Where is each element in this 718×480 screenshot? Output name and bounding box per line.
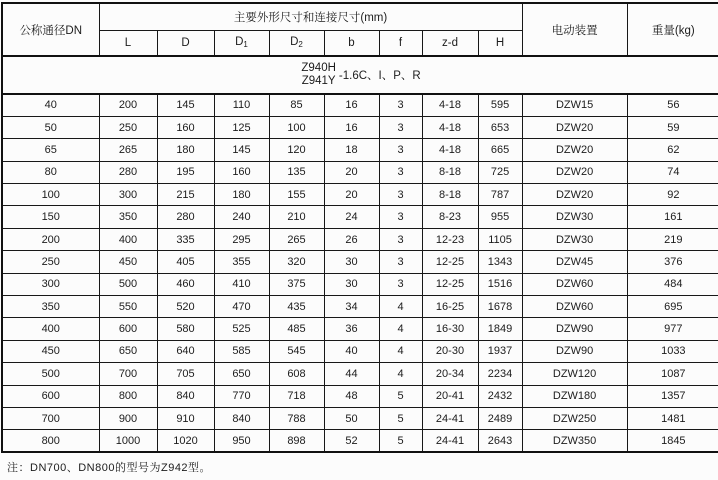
table-cell: 770 xyxy=(214,385,269,407)
table-row xyxy=(2,430,718,452)
table-cell: 4-18 xyxy=(422,94,478,116)
table-cell: 1020 xyxy=(157,430,214,452)
table-cell: 840 xyxy=(157,385,214,407)
table-cell: DZW20 xyxy=(522,184,627,206)
table-cell: DZW60 xyxy=(522,296,627,318)
table-cell: 1516 xyxy=(478,273,522,295)
dn-cell: 40 xyxy=(2,94,99,116)
table-cell: 160 xyxy=(157,116,214,138)
table-cell: 59 xyxy=(627,116,718,138)
table-cell: 977 xyxy=(627,318,718,340)
table-cell: 280 xyxy=(157,206,214,228)
table-cell: DZW180 xyxy=(522,385,627,407)
table-cell: 700 xyxy=(99,363,157,385)
table-cell: 4 xyxy=(379,340,422,362)
dn-cell: 400 xyxy=(2,318,99,340)
dn-cell: 100 xyxy=(2,184,99,206)
table-cell: 787 xyxy=(478,184,522,206)
table-cell: 265 xyxy=(269,228,324,250)
table-row xyxy=(2,94,718,116)
table-cell: 520 xyxy=(157,296,214,318)
table-cell: 62 xyxy=(627,139,718,161)
table-cell: 608 xyxy=(269,363,324,385)
table-cell: 585 xyxy=(214,340,269,362)
table-cell: 56 xyxy=(627,94,718,116)
table-cell: DZW90 xyxy=(522,318,627,340)
table-cell: 4 xyxy=(379,318,422,340)
table-cell: 580 xyxy=(157,318,214,340)
table-cell: DZW30 xyxy=(522,228,627,250)
table-cell: 3 xyxy=(379,184,422,206)
column-header-f: f xyxy=(379,30,422,56)
table-cell: 718 xyxy=(269,385,324,407)
table-cell: 52 xyxy=(324,430,379,452)
dn-cell: 450 xyxy=(2,340,99,362)
table-cell: 955 xyxy=(478,206,522,228)
table-cell: DZW90 xyxy=(522,340,627,362)
table-cell: 450 xyxy=(99,251,157,273)
table-cell: 12-25 xyxy=(422,273,478,295)
table-cell: 180 xyxy=(157,139,214,161)
table-cell: 653 xyxy=(478,116,522,138)
table-cell: 950 xyxy=(214,430,269,452)
table-cell: 650 xyxy=(99,340,157,362)
table-cell: 180 xyxy=(214,184,269,206)
table-row xyxy=(2,251,718,273)
table-cell: 375 xyxy=(269,273,324,295)
table-cell: 1481 xyxy=(627,407,718,429)
table-cell: 2432 xyxy=(478,385,522,407)
table-cell: 898 xyxy=(269,430,324,452)
table-body xyxy=(2,94,718,452)
dn-cell: 150 xyxy=(2,206,99,228)
table-cell: 1845 xyxy=(627,430,718,452)
table-cell: 240 xyxy=(214,206,269,228)
table-cell: 788 xyxy=(269,407,324,429)
table-cell: 1343 xyxy=(478,251,522,273)
table-cell: 405 xyxy=(157,251,214,273)
table-cell: 840 xyxy=(214,407,269,429)
table-cell: 30 xyxy=(324,251,379,273)
table-cell: DZW20 xyxy=(522,116,627,138)
column-header-dn: 公称通径DN xyxy=(2,3,99,56)
table-cell: DZW30 xyxy=(522,206,627,228)
dn-cell: 700 xyxy=(2,407,99,429)
table-cell: DZW60 xyxy=(522,273,627,295)
table-cell: 195 xyxy=(157,161,214,183)
table-cell: 705 xyxy=(157,363,214,385)
table-cell: DZW20 xyxy=(522,161,627,183)
table-row xyxy=(2,273,718,295)
table-cell: 20 xyxy=(324,161,379,183)
table-cell: 550 xyxy=(99,296,157,318)
table-cell: 100 xyxy=(269,116,324,138)
table-cell: 1087 xyxy=(627,363,718,385)
dn-cell: 350 xyxy=(2,296,99,318)
table-cell: 1678 xyxy=(478,296,522,318)
table-cell: DZW350 xyxy=(522,430,627,452)
table-cell: 215 xyxy=(157,184,214,206)
table-cell: 2234 xyxy=(478,363,522,385)
column-header-d1: $D_1$ xyxy=(214,30,269,56)
table-cell: 2489 xyxy=(478,407,522,429)
table-cell: 1033 xyxy=(627,340,718,362)
table-cell: 160 xyxy=(214,161,269,183)
column-header-d: D xyxy=(157,30,214,56)
table-cell: 20-41 xyxy=(422,385,478,407)
column-header-z-d: z-d xyxy=(422,30,478,56)
table-row xyxy=(2,206,718,228)
table-cell: 725 xyxy=(478,161,522,183)
model-suffix: -1.6C、I、P、R xyxy=(338,70,421,82)
table-cell: 135 xyxy=(269,161,324,183)
table-cell: 8-18 xyxy=(422,161,478,183)
table-cell: 900 xyxy=(99,407,157,429)
table-cell: DZW120 xyxy=(522,363,627,385)
column-header-electric-device: 电动装置 xyxy=(522,3,627,56)
table-cell: 24-41 xyxy=(422,430,478,452)
table-cell: 525 xyxy=(214,318,269,340)
table-cell: 20-34 xyxy=(422,363,478,385)
table-cell: 24 xyxy=(324,206,379,228)
table-cell: 12-25 xyxy=(422,251,478,273)
table-cell: 4 xyxy=(379,363,422,385)
table-cell: 36 xyxy=(324,318,379,340)
table-cell: 695 xyxy=(627,296,718,318)
table-row xyxy=(2,363,718,385)
table-cell: 4-18 xyxy=(422,116,478,138)
table-row xyxy=(2,318,718,340)
table-cell: 1937 xyxy=(478,340,522,362)
footnote: 注：DN700、DN800的型号为Z942型。 xyxy=(7,462,212,475)
table-cell: 145 xyxy=(157,94,214,116)
dn-cell: 250 xyxy=(2,251,99,273)
table-cell: 470 xyxy=(214,296,269,318)
table-cell: 44 xyxy=(324,363,379,385)
table-cell: 3 xyxy=(379,94,422,116)
model-designation-cell xyxy=(2,56,718,94)
table-cell: 3 xyxy=(379,116,422,138)
table-cell: DZW15 xyxy=(522,94,627,116)
table-cell: 335 xyxy=(157,228,214,250)
table-cell: 3 xyxy=(379,139,422,161)
dn-cell: 65 xyxy=(2,139,99,161)
dn-cell: 500 xyxy=(2,363,99,385)
column-header-b: b xyxy=(324,30,379,56)
table-row xyxy=(2,161,718,183)
table-cell: 250 xyxy=(99,116,157,138)
table-cell: 500 xyxy=(99,273,157,295)
table-cell: 155 xyxy=(269,184,324,206)
dn-cell: 50 xyxy=(2,116,99,138)
table-cell: 595 xyxy=(478,94,522,116)
table-cell: 18 xyxy=(324,139,379,161)
table-cell: 8-18 xyxy=(422,184,478,206)
table-cell: 3 xyxy=(379,251,422,273)
dn-cell: 200 xyxy=(2,228,99,250)
table-cell: 376 xyxy=(627,251,718,273)
table-row xyxy=(2,228,718,250)
table-cell: 50 xyxy=(324,407,379,429)
table-cell: 12-23 xyxy=(422,228,478,250)
column-header-weight: 重量(kg) xyxy=(627,3,718,56)
model-code-bottom: Z941Y xyxy=(301,75,336,87)
table-cell: 3 xyxy=(379,206,422,228)
table-cell: 48 xyxy=(324,385,379,407)
table-cell: 3 xyxy=(379,161,422,183)
table-cell: 295 xyxy=(214,228,269,250)
table-row xyxy=(2,385,718,407)
table-cell: 355 xyxy=(214,251,269,273)
table-cell: 640 xyxy=(157,340,214,362)
table-cell: 545 xyxy=(269,340,324,362)
table-cell: 110 xyxy=(214,94,269,116)
table-cell: 161 xyxy=(627,206,718,228)
model-designation-row xyxy=(2,56,718,94)
table-cell: 1849 xyxy=(478,318,522,340)
table-cell: 219 xyxy=(627,228,718,250)
table-cell: 485 xyxy=(269,318,324,340)
dn-cell: 80 xyxy=(2,161,99,183)
table-cell: 1000 xyxy=(99,430,157,452)
table-cell: 435 xyxy=(269,296,324,318)
table-cell: 460 xyxy=(157,273,214,295)
table-cell: 26 xyxy=(324,228,379,250)
column-header-l: L xyxy=(99,30,157,56)
table-cell: 20-30 xyxy=(422,340,478,362)
table-row xyxy=(2,296,718,318)
dn-cell: 300 xyxy=(2,273,99,295)
table-cell: DZW250 xyxy=(522,407,627,429)
model-codes xyxy=(301,62,336,88)
table-cell: 600 xyxy=(99,318,157,340)
table-header xyxy=(2,3,718,56)
column-header-h: H xyxy=(478,30,522,56)
table-cell: 120 xyxy=(269,139,324,161)
table-row xyxy=(2,116,718,138)
group-header-row xyxy=(2,3,718,30)
table-cell: 3 xyxy=(379,228,422,250)
model-code-top: Z940H xyxy=(301,61,336,74)
table-cell: 350 xyxy=(99,206,157,228)
table-cell: 5 xyxy=(379,407,422,429)
table-row xyxy=(2,184,718,206)
table-cell: 34 xyxy=(324,296,379,318)
table-cell: 210 xyxy=(269,206,324,228)
dn-cell: 800 xyxy=(2,430,99,452)
table-cell: 4 xyxy=(379,296,422,318)
table-cell: 800 xyxy=(99,385,157,407)
table-cell: 410 xyxy=(214,273,269,295)
table-row xyxy=(2,340,718,362)
table-cell: 1105 xyxy=(478,228,522,250)
table-cell: 125 xyxy=(214,116,269,138)
table-cell: 4-18 xyxy=(422,139,478,161)
table-cell: 200 xyxy=(99,94,157,116)
table-cell: 24-41 xyxy=(422,407,478,429)
table-cell: 320 xyxy=(269,251,324,273)
model-designation xyxy=(3,62,718,88)
table-cell: 300 xyxy=(99,184,157,206)
valve-spec-table xyxy=(1,2,718,453)
dn-cell: 600 xyxy=(2,385,99,407)
table-cell: 3 xyxy=(379,273,422,295)
table-cell: DZW45 xyxy=(522,251,627,273)
table-cell: 265 xyxy=(99,139,157,161)
table-cell: 280 xyxy=(99,161,157,183)
table-cell: 8-23 xyxy=(422,206,478,228)
table-cell: 85 xyxy=(269,94,324,116)
table-cell: 665 xyxy=(478,139,522,161)
table-cell: 400 xyxy=(99,228,157,250)
table-cell: 650 xyxy=(214,363,269,385)
table-cell: 484 xyxy=(627,273,718,295)
table-cell: 1357 xyxy=(627,385,718,407)
table-cell: 5 xyxy=(379,385,422,407)
table-cell: 16 xyxy=(324,94,379,116)
table-cell: 92 xyxy=(627,184,718,206)
table-cell: 2643 xyxy=(478,430,522,452)
table-cell: 145 xyxy=(214,139,269,161)
table-cell: 40 xyxy=(324,340,379,362)
column-header-d2: $D_2$ xyxy=(269,30,324,56)
table-row xyxy=(2,407,718,429)
table-row xyxy=(2,139,718,161)
table-cell: 16-25 xyxy=(422,296,478,318)
table-cell: 910 xyxy=(157,407,214,429)
table-cell: 20 xyxy=(324,184,379,206)
table-cell: DZW20 xyxy=(522,139,627,161)
table-cell: 16 xyxy=(324,116,379,138)
table-cell: 16-30 xyxy=(422,318,478,340)
table-cell: 74 xyxy=(627,161,718,183)
table-cell: 5 xyxy=(379,430,422,452)
table-cell: 30 xyxy=(324,273,379,295)
column-group-header-dimensions: 主要外形尺寸和连接尺寸(mm) xyxy=(99,3,522,30)
